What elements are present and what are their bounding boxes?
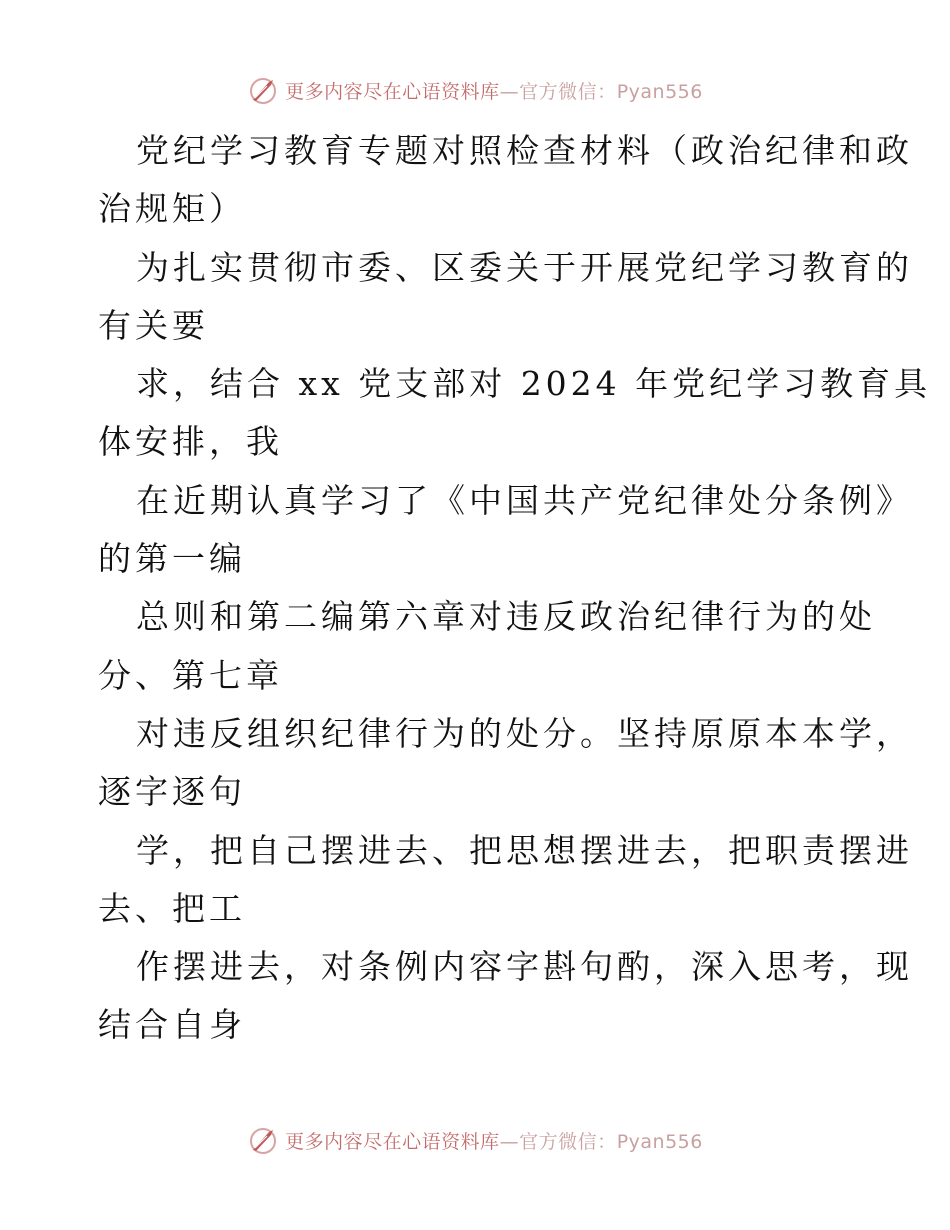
text-line: 作摆进去，对条例内容字斟句酌，深入思考，现 (136, 947, 913, 987)
quill-pen-icon (247, 74, 279, 106)
text-line: 分、第七章 (98, 655, 283, 695)
text-line: 为扎实贯彻市委、区委关于开展党纪学习教育的 (136, 247, 913, 287)
text-line: 的第一编 (98, 539, 246, 579)
text-line: 求，结合 xx 党支部对 2024 年党纪学习教育具 (136, 364, 932, 404)
document-body (98, 122, 932, 1055)
watermark-text: 更多内容尽在心语资料库—官方微信：Pyan556 (285, 1130, 703, 1153)
text-line: 治规矩） (98, 189, 246, 229)
header-watermark (0, 70, 950, 110)
quill-pen-icon (247, 1124, 279, 1156)
watermark-text: 更多内容尽在心语资料库—官方微信：Pyan556 (285, 80, 703, 103)
text-line: 党纪学习教育专题对照检查材料（政治纪律和政 (136, 131, 913, 170)
text-line: 在近期认真学习了《中国共产党纪律处分条例》 (136, 480, 913, 520)
footer-watermark (0, 1120, 950, 1160)
text-line: 对违反组织纪律行为的处分。坚持原原本本学， (136, 713, 913, 753)
text-line: 体安排，我 (98, 422, 283, 462)
text-line: 学，把自己摆进去、把思想摆进去，把职责摆进 (136, 830, 913, 870)
text-line: 总则和第二编第六章对违反政治纪律行为的处 (136, 597, 876, 637)
text-line: 逐字逐句 (98, 772, 246, 812)
text-line: 去、把工 (98, 888, 246, 928)
text-line: 结合自身 (98, 1005, 246, 1045)
text-line: 有关要 (98, 305, 209, 345)
